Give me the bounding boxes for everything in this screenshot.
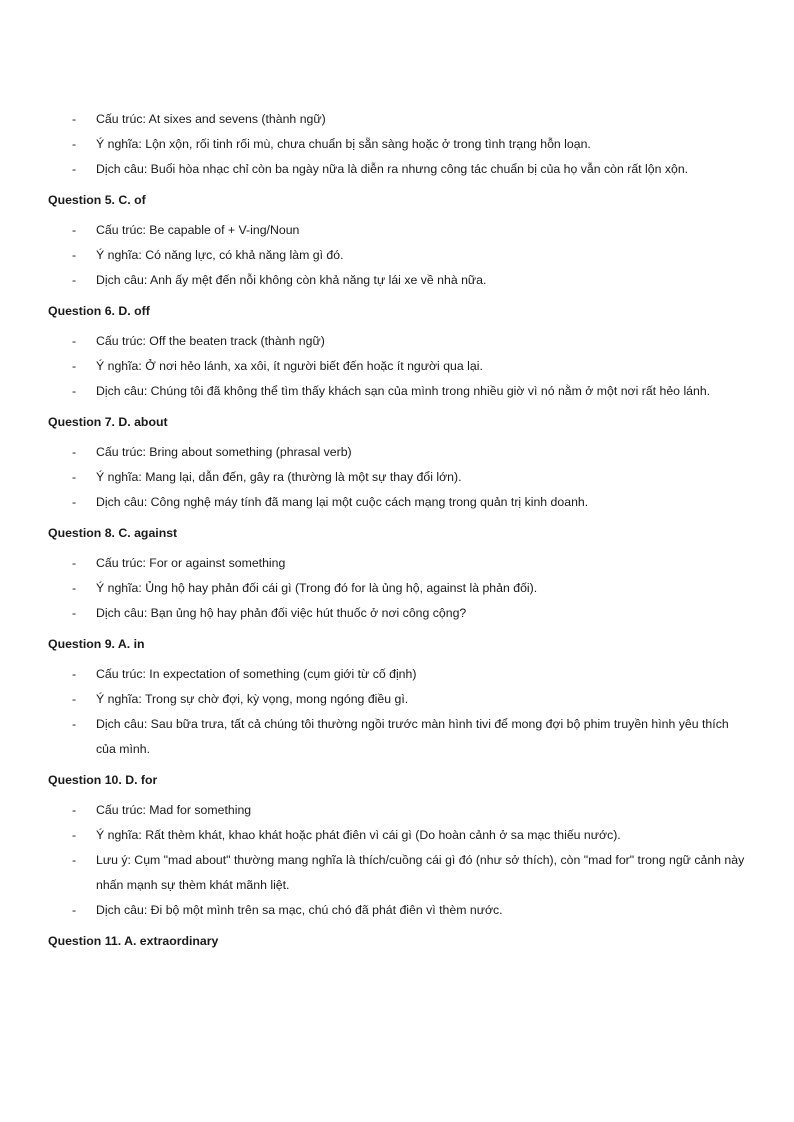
dash-bullet: -	[72, 667, 77, 681]
question-heading: Question 10. D. for	[48, 773, 158, 787]
question-section	[48, 303, 748, 404]
explanation-item	[72, 132, 748, 157]
explanation-text: Cấu trúc: Off the beaten track (thành ngữ)	[96, 334, 325, 348]
dash-bullet: -	[72, 495, 77, 509]
dash-bullet: -	[72, 334, 77, 348]
explanation-item	[72, 440, 748, 465]
explanation-item	[72, 662, 748, 687]
dash-bullet: -	[72, 112, 77, 126]
explanation-item	[72, 848, 748, 898]
explanation-list	[48, 107, 748, 182]
explanation-text: Cấu trúc: At sixes and sevens (thành ngữ)	[96, 112, 326, 126]
question-section	[48, 933, 748, 949]
explanation-item	[72, 218, 748, 243]
explanation-text: Ý nghĩa: Rất thèm khát, khao khát hoặc phát điên vì cái gì (Do hoàn cảnh ở sa mạc thiếu nước).	[96, 828, 621, 842]
explanation-list	[48, 551, 748, 626]
explanation-item	[72, 823, 748, 848]
explanation-text: Dịch câu: Sau bữa trưa, tất cả chúng tôi thường ngồi trước màn hình tivi để mong đợi bộ phim truyền hình yêu thích của mình.	[96, 717, 729, 756]
question-section	[48, 525, 748, 626]
explanation-item	[72, 687, 748, 712]
explanation-item	[72, 712, 748, 762]
explanation-list	[48, 662, 748, 762]
question-section	[48, 772, 748, 923]
explanation-item	[72, 354, 748, 379]
dash-bullet: -	[72, 903, 77, 917]
question-section	[48, 636, 748, 762]
explanation-text: Dịch câu: Chúng tôi đã không thể tìm thấy khách sạn của mình trong nhiều giờ vì nó nằm ở một nơi rất hẻo lánh.	[96, 384, 711, 398]
explanation-list	[48, 798, 748, 923]
question-heading: Question 9. A. in	[48, 637, 145, 651]
answer-explanations	[48, 107, 748, 959]
explanation-text: Dịch câu: Công nghệ máy tính đã mang lại một cuộc cách mạng trong quản trị kinh doanh.	[96, 495, 589, 509]
dash-bullet: -	[72, 162, 77, 176]
question-section	[48, 192, 748, 293]
explanation-text: Lưu ý: Cụm "mad about" thường mang nghĩa là thích/cuồng cái gì đó (như sở thích), còn "mad for" trong ngữ cảnh này nhấn mạnh sự thèm khát mãnh liệt.	[96, 853, 745, 892]
explanation-item	[72, 157, 748, 182]
question-heading: Question 11. A. extraordinary	[48, 934, 219, 948]
question-heading: Question 8. C. against	[48, 526, 178, 540]
explanation-text: Cấu trúc: Bring about something (phrasal verb)	[96, 445, 352, 459]
explanation-item	[72, 898, 748, 923]
dash-bullet: -	[72, 556, 77, 570]
explanation-item	[72, 329, 748, 354]
explanation-text: Cấu trúc: Mad for something	[96, 803, 252, 817]
explanation-text: Ý nghĩa: Trong sự chờ đợi, kỳ vọng, mong ngóng điều gì.	[96, 692, 409, 706]
explanation-item	[72, 490, 748, 515]
question-heading: Question 5. C. of	[48, 193, 146, 207]
dash-bullet: -	[72, 137, 77, 151]
explanation-list	[48, 218, 748, 293]
explanation-text: Ý nghĩa: Mang lại, dẫn đến, gây ra (thường là một sự thay đổi lớn).	[96, 470, 462, 484]
explanation-item	[72, 798, 748, 823]
dash-bullet: -	[72, 359, 77, 373]
dash-bullet: -	[72, 384, 77, 398]
explanation-item	[72, 243, 748, 268]
explanation-item	[72, 379, 748, 404]
explanation-list	[48, 440, 748, 515]
explanation-item	[72, 551, 748, 576]
explanation-item	[72, 268, 748, 293]
dash-bullet: -	[72, 803, 77, 817]
explanation-text: Cấu trúc: In expectation of something (cụm giới từ cố định)	[96, 667, 417, 681]
dash-bullet: -	[72, 717, 77, 731]
question-heading: Question 6. D. off	[48, 304, 150, 318]
explanation-text: Dịch câu: Anh ấy mệt đến nỗi không còn khả năng tự lái xe về nhà nữa.	[96, 273, 487, 287]
explanation-text: Ý nghĩa: Có năng lực, có khả năng làm gì đó.	[96, 248, 344, 262]
explanation-text: Cấu trúc: For or against something	[96, 556, 286, 570]
explanation-text: Ý nghĩa: Lộn xộn, rối tinh rối mù, chưa chuẩn bị sẵn sàng hoặc ở trong tình trạng hỗn loạn.	[96, 137, 591, 151]
dash-bullet: -	[72, 470, 77, 484]
explanation-text: Dịch câu: Buổi hòa nhạc chỉ còn ba ngày nữa là diễn ra nhưng công tác chuẩn bị của họ vẫn còn rất lộn xộn.	[96, 162, 689, 176]
explanation-text: Ý nghĩa: Ở nơi hẻo lánh, xa xôi, ít người biết đến hoặc ít người qua lại.	[96, 359, 483, 373]
explanation-text: Dịch câu: Đi bộ một mình trên sa mạc, chú chó đã phát điên vì thèm nước.	[96, 903, 503, 917]
dash-bullet: -	[72, 581, 77, 595]
explanation-text: Dịch câu: Bạn ủng hộ hay phản đối việc hút thuốc ở nơi công cộng?	[96, 606, 467, 620]
dash-bullet: -	[72, 606, 77, 620]
explanation-text: Cấu trúc: Be capable of + V-ing/Noun	[96, 223, 300, 237]
question-section	[48, 107, 748, 182]
dash-bullet: -	[72, 273, 77, 287]
dash-bullet: -	[72, 223, 77, 237]
explanation-item	[72, 465, 748, 490]
dash-bullet: -	[72, 445, 77, 459]
explanation-item	[72, 576, 748, 601]
explanation-item	[72, 601, 748, 626]
explanation-list	[48, 329, 748, 404]
dash-bullet: -	[72, 853, 77, 867]
question-heading: Question 7. D. about	[48, 415, 168, 429]
dash-bullet: -	[72, 692, 77, 706]
dash-bullet: -	[72, 828, 77, 842]
dash-bullet: -	[72, 248, 77, 262]
question-section	[48, 414, 748, 515]
explanation-text: Ý nghĩa: Ủng hộ hay phản đối cái gì (Trong đó for là ủng hộ, against là phản đối).	[96, 581, 538, 595]
explanation-item	[72, 107, 748, 132]
